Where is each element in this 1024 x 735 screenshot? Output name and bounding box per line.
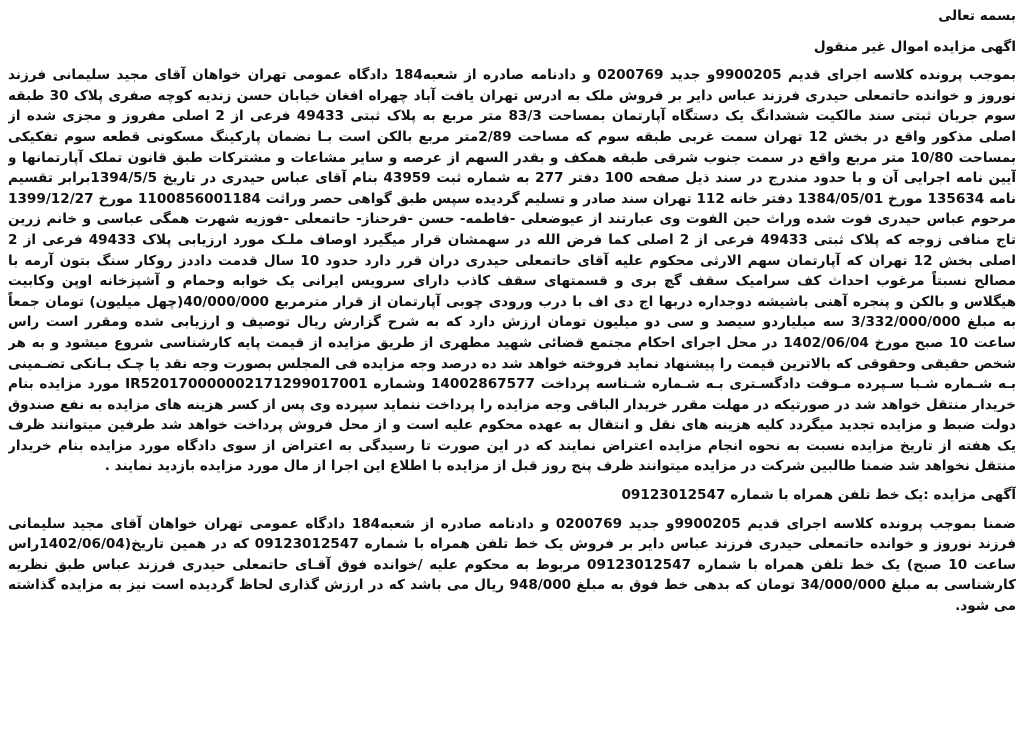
phone-auction-title: آگهی مزایده :یک خط تلفن همراه با شماره 09123012547 xyxy=(621,487,1016,504)
bismillah-heading: بسمه تعالی xyxy=(938,8,1016,24)
notice-title: اگهی مزایده اموال غیر منقول xyxy=(813,38,1016,55)
phone-auction-paragraph: ضمنا بموجب پرونده کلاسه اجرای قدیم 9900205و جدید 0200769 و دادنامه صادره از شعبه184 دادگاه عمومی تهران خواهان آقای مجید سلیمانی فرزند نوروز و خوانده حاتمعلی حیدری فرزند عباس دایر بر فروش یک خط تلفن همراه با شماره 09123012547 که در همین تاریخ(1402/06/04راس ساعت 10 صبح) یک خط تلفن همراه با شماره 09123012547 مربوط به محکوم علیه /خوانده فوق آقـای حاتمعلی حیدری فرزند عباس طبق نظریه کارشناسی به مبلغ 34/000/000 تومان که بدهی خط فوق به مبلغ 948/000 ریال می باشد که در ارزش گذاری لحاظ گردیده است نیز به مزایده گذاشته می شود. xyxy=(8,515,1016,615)
property-auction-paragraph: بموجب پرونده کلاسه اجرای قدیم 9900205و جدید 0200769 و دادنامه صادره از شعبه184 دادگاه عمومی تهران خواهان آقای مجید سلیمانی فرزند نوروز و خوانده حاتمعلی حیدری فرزند عباس دایر بر فروش ملک به ادرس تهران یافت آباد چهراه افغان خیابان حسن زندیه کوچه صفری پلاک 30 طبقه سوم جریان ثبتی سند مالکیت ششدانگ یک دستگاه آپارتمان بمساحت 83/3 متر مربع به پلاک ثبتی 49433 فرعی از 2 اصلی مفروز و مجزی شده از اصلی مذکور واقع در بخش 12 تهران سمت غربی طبقه سوم که مساحت 2/89متر مربع بالکن است بـا نضمان پارکینگ مسکونی قطعه سوم تفکیکی بمساحت 10/80 متر مربع واقع در سمت جنوب شرقی طبقه همکف و بقدر السهم از عرصه و سایر مشاعات و مشترکات طبق قانون تملک آپارتمانها و آیین نامه اجرایی آن و با حدود مندرج در سند ذیل صفحه 100 دفتر 277 به شماره ثبت 43959 بنام آقای عباس حیدری در تاریخ 1394/5/5برابر تقسیم نامه 135634 مورخ 1384/05/01 دفتر خانه 112 تهران سند صادر و تسلیم گردیده سپس طبق گواهی حصر وراثت 1100856001184 مورخ 1399/12/27 مرحوم عباس حیدری فوت شده وراث حین الفوت وی عبارتند از عیوضعلی -فاطمه- حسن -فرحناز- حاتمعلی -فوزیه شهرت همگی عباسی و خانم زرین تاج منافی زوجه که پلاک ثبتی 49433 فرعی از 2 اصلی کما فرض الله در سهمشان قرار میگیرد اوصاف ملـک مورد ارزیابی پلاک 49433 فرعی از 2 اصلی بخش 12 تهران که آپارتمان سهم الارثی محکوم علیه آقای حاتمعلی حیدری دران قرر دارد حدود 10 سال قدمت داددز روکار سنگ بتون آرمه با مصالح نسبتاً مرغوب احداث کف سرامیک سقف گچ بری و قسمتهای سقف کاذب دارای سرویس ایرانی یک خوابه وحمام و آشپزخانه اوپن وکابیت هیگلاس و بالکن و پنجره آهنی باشیشه دوجداره دربها اج دی اف با درب ورودی چوبی آپارتمان از قرار مترمربع 40/000/000(چهل میلیون) تومان جمعاً به مبلغ 3/332/000/000 سه میلیاردو سیصد و سی دو میلیون تومان ارزش دارد که به شرح گزارش ریال توصیف و ارزیابی شده ومقرر است راس ساعت 10 صبح مورخ 1402/06/04 در محل اجرای احکام مجتمع قضائی شهید مطهری از طریق مزایده از قیمت پایه کارشناسی شروع میشود و به هر شخص حقیقی وحقوقی که بالاترین قیمت را پیشنهاد نماید فروخته خواهد شد ده درصد وجه مزایده فی المجلس بصورت وجه نقد یا چـک بـانکی تضـمینی بـه شـماره شـبا سـپرده مـوقت دادگسـتری بـه شـماره شـناسه پرداخت 14002867577 وشماره IR520170000002171299017001 مورد مزایده بنام خریدار منتقل خواهد شد در صورتیکه در مهلت مقرر خریدار الباقی وجه مزایده را پرداخت ننماید سپرده وی پس از کسر هزینه های مزایده به نفع صندوق دولت ضبط و مزایده تجدید میگردد کلیه هزینه های نقل و انتقال به عهده محکوم علیه است و از محل فروش پرداخت خواهد شد طرفین میتوانند ظرف یک هفته از تاریخ مزایده نسبت به نحوه انجام مزایده اعتراض نمایند که در این صورت تا رسیدگی به اعتراض از سوی دادگاه مورد مزایده بنام خریدار منتقل نخواهد شد ضمنا طالبین شرکت در مزایده میتوانند ظرف پنج روز قبل از مزایده با اطلاع این اجرا از مال مورد مزایده بازدید نمایند . xyxy=(8,67,1016,475)
auction-notice-document xyxy=(8,6,1016,731)
